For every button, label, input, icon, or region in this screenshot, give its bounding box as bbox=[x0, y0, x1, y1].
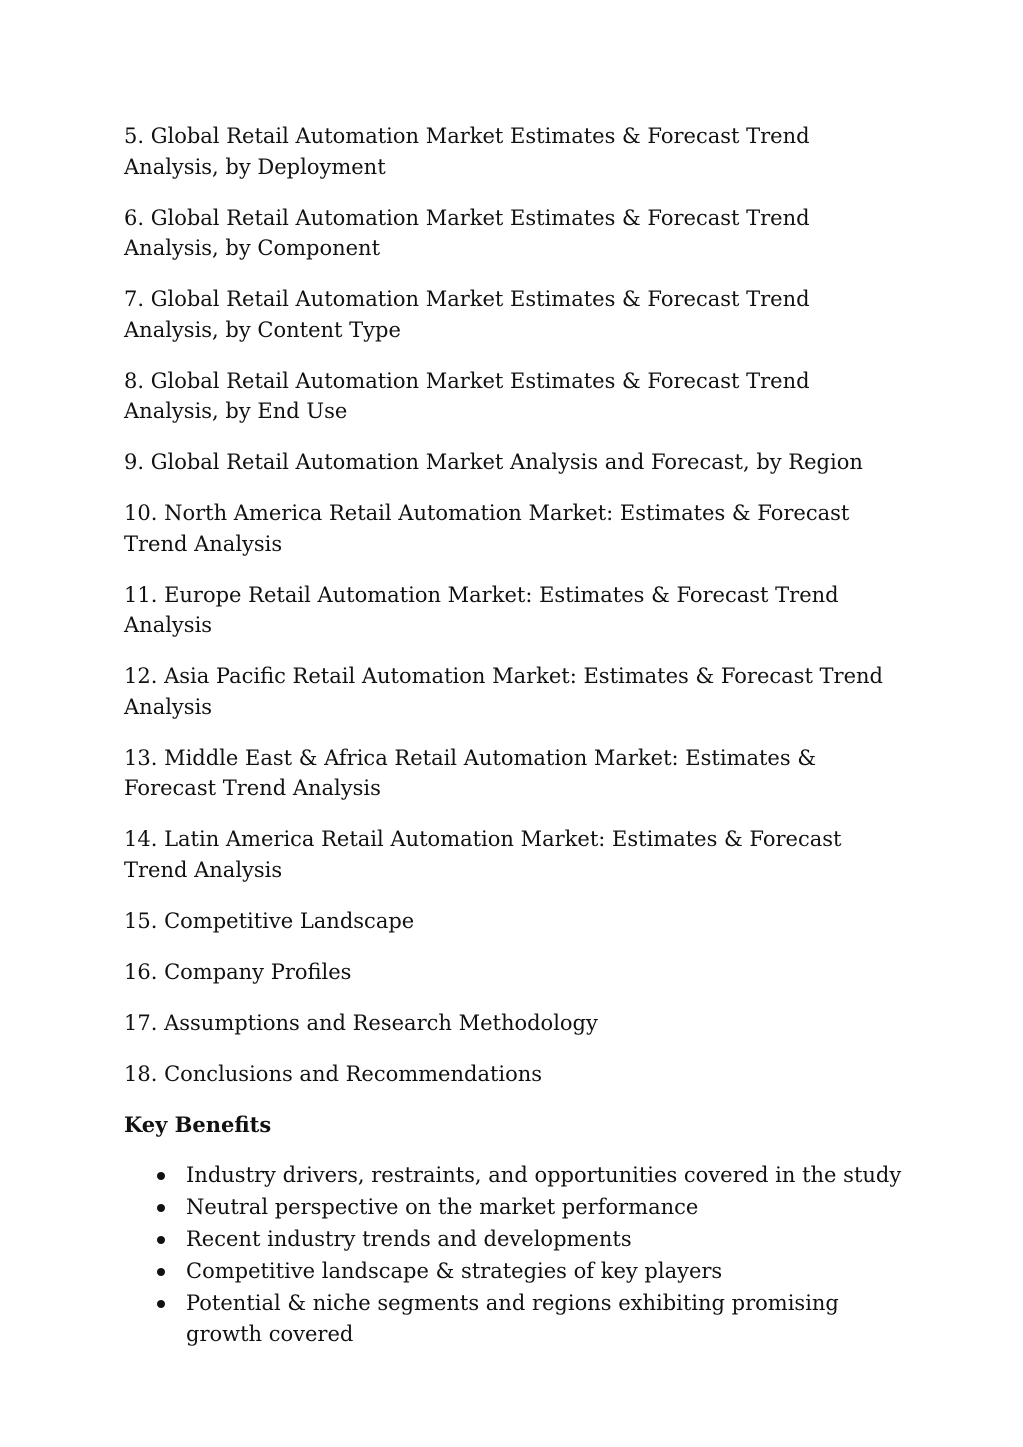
list-item-text: Potential & niche segments and regions exhibiting promising growth covered bbox=[186, 1291, 839, 1346]
bullet-icon bbox=[157, 1236, 165, 1244]
toc-item-7: 7. Global Retail Automation Market Estimates & Forecast Trend Analysis, by Content Type bbox=[124, 287, 810, 342]
list-item-text: Industry drivers, restraints, and opportunities covered in the study bbox=[186, 1163, 902, 1187]
toc-item-18: 18. Conclusions and Recommendations bbox=[124, 1061, 543, 1086]
document-page bbox=[124, 121, 904, 1351]
bullet-icon bbox=[157, 1204, 165, 1212]
bullet-icon bbox=[157, 1172, 165, 1180]
toc-item-10: 10. North America Retail Automation Market: Estimates & Forecast Trend Analysis bbox=[124, 501, 850, 556]
list-item bbox=[124, 1224, 904, 1255]
list-item bbox=[124, 1256, 904, 1287]
key-benefits-list bbox=[124, 1160, 904, 1349]
toc-item-12: 12. Asia Pacific Retail Automation Market: Estimates & Forecast Trend Analysis bbox=[124, 664, 883, 719]
toc-item-14: 14. Latin America Retail Automation Market: Estimates & Forecast Trend Analysis bbox=[124, 827, 842, 882]
toc-item-6: 6. Global Retail Automation Market Estimates & Forecast Trend Analysis, by Component bbox=[124, 205, 810, 260]
list-item bbox=[124, 1288, 904, 1349]
list-item-text: Competitive landscape & strategies of key players bbox=[186, 1259, 723, 1283]
toc-item-9: 9. Global Retail Automation Market Analysis and Forecast, by Region bbox=[124, 450, 863, 474]
list-item bbox=[124, 1160, 904, 1191]
toc-item-13: 13. Middle East & Africa Retail Automation Market: Estimates & Forecast Trend Analysis bbox=[124, 745, 817, 800]
bullet-icon bbox=[157, 1268, 165, 1276]
key-benefits-heading: Key Benefits bbox=[124, 1111, 272, 1137]
toc-item-11: 11. Europe Retail Automation Market: Estimates & Forecast Trend Analysis bbox=[124, 582, 839, 637]
toc-item-5: 5. Global Retail Automation Market Estimates & Forecast Trend Analysis, by Deployment bbox=[124, 124, 810, 179]
toc-item-17: 17. Assumptions and Research Methodology bbox=[124, 1010, 598, 1035]
list-item-text: Neutral perspective on the market performance bbox=[186, 1195, 699, 1219]
toc-item-16: 16. Company Profiles bbox=[124, 959, 352, 984]
toc-item-15: 15. Competitive Landscape bbox=[124, 908, 415, 933]
list-item-text: Recent industry trends and developments bbox=[186, 1227, 632, 1251]
toc-item-8: 8. Global Retail Automation Market Estimates & Forecast Trend Analysis, by End Use bbox=[124, 368, 810, 423]
bullet-icon bbox=[157, 1300, 165, 1308]
list-item bbox=[124, 1192, 904, 1223]
